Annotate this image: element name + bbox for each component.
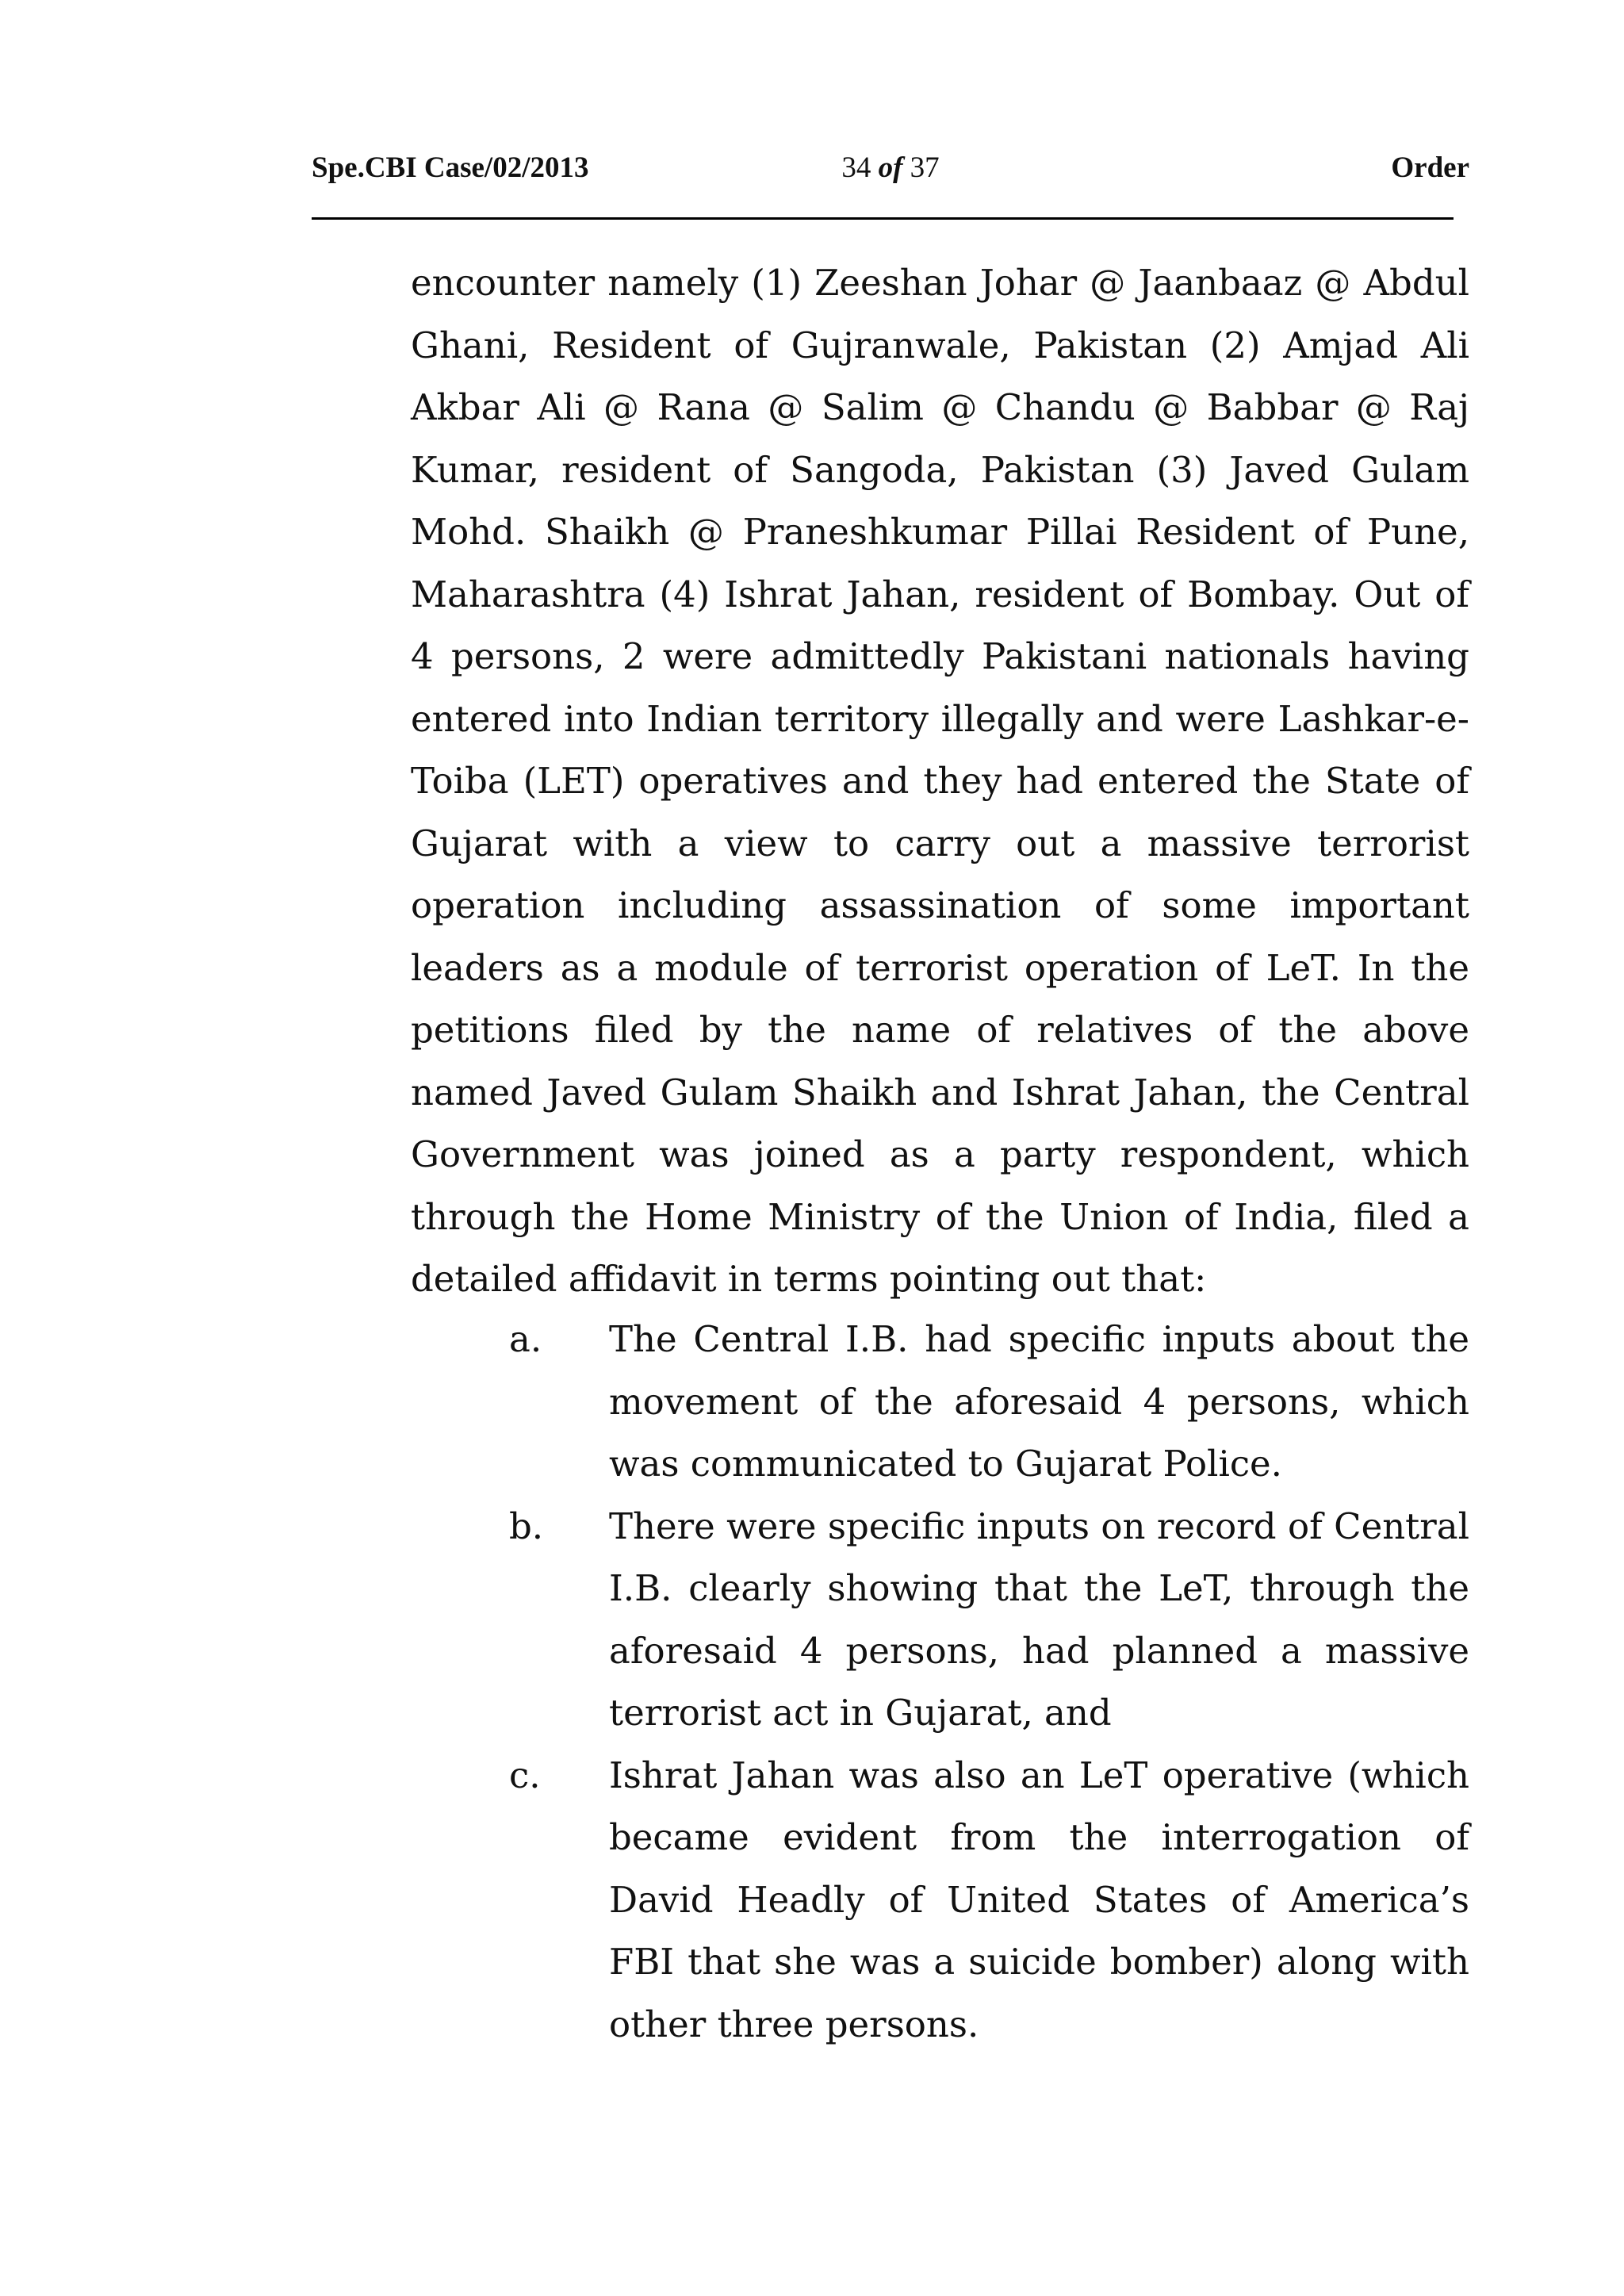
page-of-label: of (878, 151, 903, 184)
page-current: 34 (841, 151, 871, 184)
page-total: 37 (910, 151, 940, 184)
header-divider (312, 217, 1454, 220)
list-item-text: Ishrat Jahan was also an LeT operative (which became evident from the interrogation of David Headly of United States of America’s FBI that she was a suicide bomber) along with other three persons. (609, 1754, 1469, 2045)
list-item-marker: c. (509, 1754, 541, 1796)
body-paragraph: encounter namely (1) Zeeshan Johar @ Jaanbaaz @ Abdul Ghani, Resident of Gujranwale, Pakistan (2) Amjad Ali Akbar Ali @ Rana @ Salim @ Chandu @ Babbar @ Raj Kumar, resident of Sangoda, Pakistan (3) Javed Gulam Mohd. Shaikh @ Praneshkumar Pillai Resident of Pune, Maharashtra (4) Ishrat Jahan, resident of Bombay. Out of 4 persons, 2 were admittedly Pakistani nationals having entered into Indian territory illegally and were Lashkar-e-Toiba (LET) operatives and they had entered the State of Gujarat with a view to carry out a massive terrorist operation including assassination of some important leaders as a module of terrorist operation of LeT. In the petitions filed by the name of relatives of the above named Javed Gulam Shaikh and Ishrat Jahan, the Central Government was joined as a party respondent, which through the Home Ministry of the Union of India, filed a detailed affidavit in terms pointing out that: (411, 262, 1469, 1300)
page-header (312, 151, 1469, 198)
page-number (312, 151, 1469, 185)
list-item (411, 1309, 1469, 1496)
list-item-marker: b. (509, 1504, 544, 1547)
affidavit-points-list (411, 1309, 1469, 2056)
case-number: Spe.CBI Case/02/2013 (312, 151, 589, 184)
list-item-text: There were specific inputs on record of Central I.B. clearly showing that the LeT, through the aforesaid 4 persons, had planned a massive terrorist act in Gujarat, and (609, 1504, 1469, 1734)
list-item (411, 1745, 1469, 2056)
list-item-marker: a. (509, 1318, 542, 1360)
list-item-text: The Central I.B. had specific inputs about the movement of the aforesaid 4 persons, which was communicated to Gujarat Police. (609, 1318, 1469, 1485)
list-item (411, 1496, 1469, 1745)
document-type: Order (1391, 151, 1469, 184)
